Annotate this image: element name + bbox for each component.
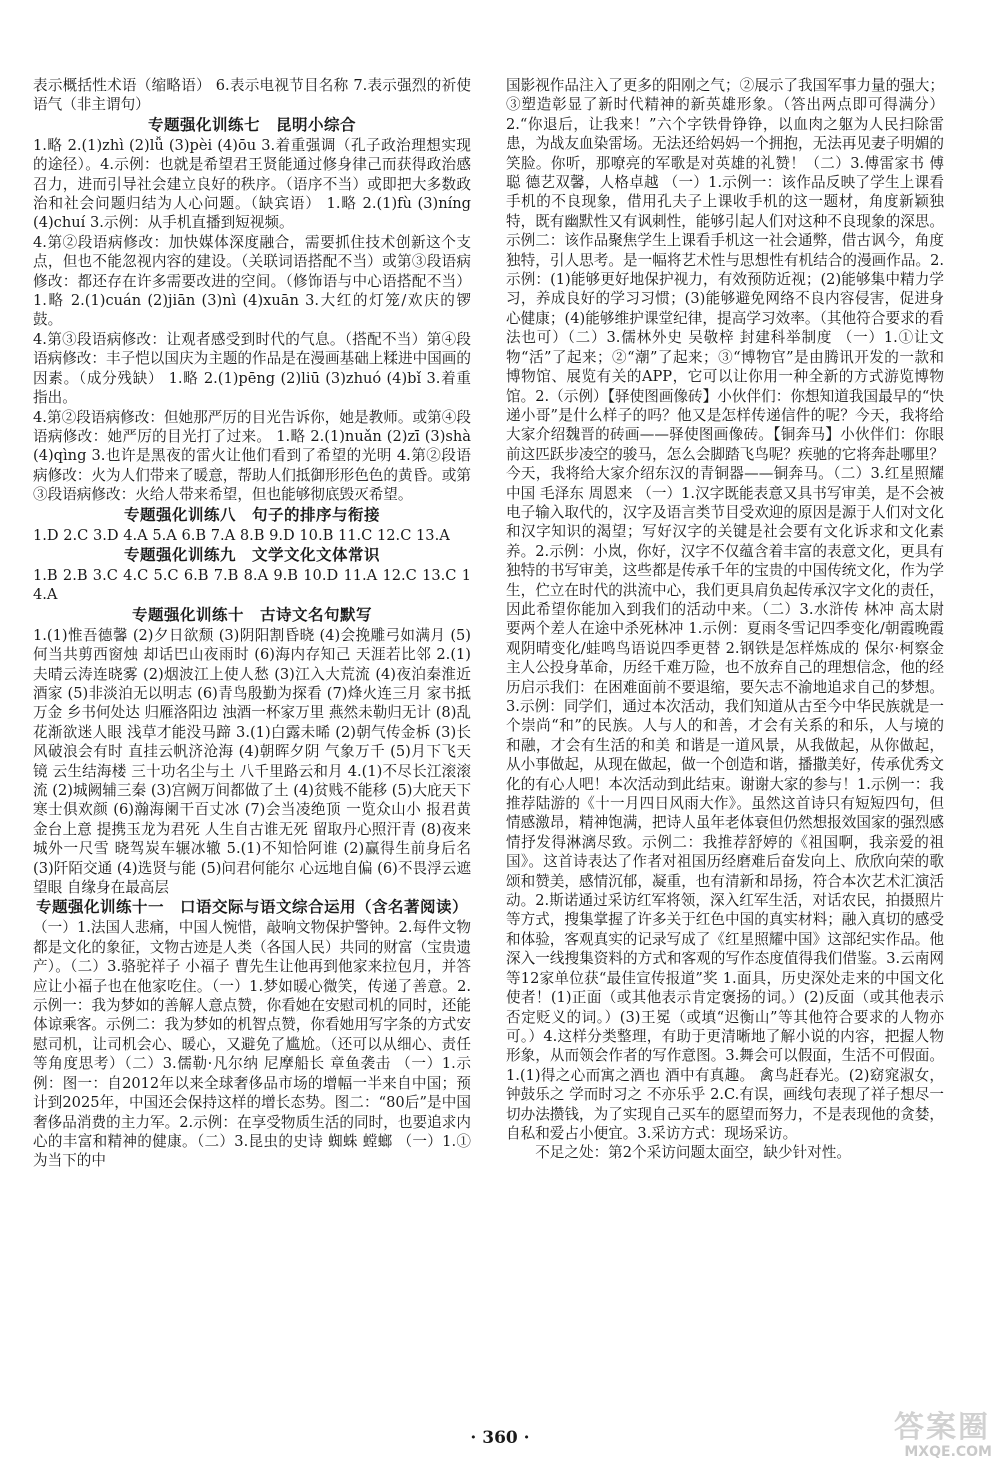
answer-paragraph: （一）1.法国人悲痛，中国人惋惜，敲响文物保护警钟。2.每件文物都是文化的象征，文物古迹是人类（各国人民）共同的财富（宝贵遗产）。（二）3.骆驼祥子 小福子 曹先生让他再到他家来拉包月，并答应让小福子也在他家吃住。（一）1.梦如暖心微笑，传递了善意。2.示例一：我为梦如的善解人意点赞，你看她在安慰司机的同时，还能体谅乘客。示例二：我为梦如的机智点赞，你看她用写字条的方式安慰司机，让司机会心、暖心，又避免了尴尬。（还可以从细心、责任等角度思考）（二）3.儒勒·凡尔纳 尼摩船长 章鱼袭击 （一）1.示例：图一：自2012年以来全球奢侈品市场的增幅一半来自中国；预计到2025年，中国还会保持这样的增长态势。图二：“80后”是中国奢侈品消费的主力军。2.示例：在享受物质生活的同时，也要追求内心的丰富和精神的健康。（二）3.昆虫的史诗 蜘蛛 螳螂 （一）1.①为当下的中 <box>33 919 471 1170</box>
section-heading: 专题强化训练十一 口语交际与语文综合运用（含名著阅读） <box>35 898 468 917</box>
answer-paragraph: 1.略 2.(1)zhì (2)lǚ (3)pèi (4)ōu 3.着重强调（孔子政治理想实现的途径）。4.示例：也就是希望君王贤能通过修身律己而获得政治感召力，进而引导社会建立良好的秩序。（语序不当）或即把大多数政治和社会问题归结为人心问题。（缺宾语） 1.略 2.(1)fù (3)níng (4)chuí 3.示例：从手机直播到短视频。 <box>33 136 471 232</box>
watermark-logo <box>854 1402 994 1460</box>
section-heading: 专题强化训练十 古诗文名句默写 <box>131 605 372 624</box>
answer-paragraph: 4.第③段语病修改：让观者感受到时代的气息。（搭配不当）第④段语病修改：丰子恺以国庆为主题的作品是在漫画基础上糅进中国画的因素。（成分残缺） 1.略 2.(1)pēng (2)liū (3)zhuó (4)bǐ 3.着重指出。 <box>33 330 471 407</box>
answer-paragraph: 1.D 2.C 3.D 4.A 5.A 6.B 7.A 8.B 9.D 10.B 11.C 12.C 13.A <box>33 526 450 544</box>
page-number: · 360 · <box>470 1428 530 1448</box>
answer-paragraph: 国影视作品注入了更多的阳刚之气；②展示了我国军事力量的强大；③塑造彰显了新时代精神的新英雄形象。（答出两点即可得满分）2.“你退后，让我来！”六个字铁骨铮铮，以血肉之躯为人民扫除雷患，为战友血染雷场。无法还给妈妈一个拥抱，无法再见妻子明媚的笑脸。你听，那嘹亮的军歌是对英雄的礼赞！（二）3.傅雷家书 傅聪 德艺双馨，人格卓越 （一）1.示例一：该作品反映了学生上课看手机的不良现象，借用孔夫子上课收手机的这一题材，角度新颖独特，既有幽默性又有讽刺性，能够引起人们对这种不良现象的深思。示例二：该作品聚焦学生上课看手机这一社会通弊，借古讽今，角度独特，引人思考。是一幅将艺术性与思想性有机结合的漫画作品。2.示例：(1)能够更好地保护视力，有效预防近视；(2)能够集中精力学习，养成良好的学习习惯；(3)能够避免网络不良内容侵害，促进身心健康；(4)能够维护课堂纪律，提高学习效率。（其他符合要求的看法也可）（二）3.儒林外史 吴敬梓 封建科举制度 （一）1.①让文物“活”了起来；②“潮”了起来；③“博物官”是由腾讯开发的一款和博物馆、展览有关的APP，它可以让你用一种全新的方式游览博物馆。2.（示例）【驿使图画像砖】小伙伴们：你想知道我国最早的“快递小哥”是什么样子的吗？他又是怎样传递信件的呢？今天，我将给大家介绍魏晋的砖画——驿使图画像砖。【铜奔马】小伙伴们：你眼前这匹跃步凌空的骏马，怎么会脚踏飞鸟呢？疾驰的它将奔赴哪里？今天，我将给大家介绍东汉的青铜器——铜奔马。（二）3.红星照耀中国 毛泽东 周恩来 （一）1.汉字既能表意又具书写审美，是不会被电子输入取代的，汉字及语言类节目受欢迎的原因是源于人们对文化和汉字知识的渴望；写好汉字的关键是社会要有文化诉求和文化素养。2.示例：小岚，你好，汉字不仅蕴含着丰富的表意文化，更具有独特的书写审美，这些都是传承千年的宝贵的中国传统文化，作为学生，伫立在时代的洪流中心，我们更具肩负起传承汉字文化的责任，因此希望你能加入到我们的活动中来。（二）3.水浒传 林冲 高太尉要两个差人在途中杀死林冲 1.示例：夏雨冬雪记四季变化/朝霞晚霞观阴晴变化/蛙鸣鸟语说四季更替 2.钢铁是怎样炼成的 保尔·柯察金 主人公投身革命，历经千难万险，也不放弃自己的理想信念，他的经历启示我们：在困难面前不要退缩，要矢志不渝地追求自己的梦想。3.示例：同学们，通过本次活动，我们知道从古至今中华民族就是一个崇尚“和”的民族。人与人的和善，才会有关系的和乐，人与境的和融，才会有生活的和美 和谐是一道风景，从我做起，从你做起，从小事做起，从现在做起，做一个创造和谐，播撒美好，传承优秀文化的有心人吧！本次活动到此结束。谢谢大家的参与！1.示例一：我推荐陆游的《十一月四日风雨大作》。虽然这首诗只有短短四句，但情感激昂，精神饱满，把诗人虽年老体衰但仍然想报效国家的强烈感情抒发得淋漓尽致。示例二：我推荐舒婷的《祖国啊，我亲爱的祖国》。这首诗表达了作者对祖国历经磨难后奋发向上、欣欣向荣的歌颂和赞美，感情沉郁，凝重，也有清新和昂扬，符合本次艺术汇演活动。2.斯诺通过采访红军将领，深入红军生活，对话农民，拍摄照片等方式，搜集掌握了许多关于红色中国的真实材料；融入真切的感受和体验，客观真实的记录写成了《红星照耀中国》这部纪实作品。他深入一线搜集资料的方式和客观的写作态度值得我们借鉴。3.云南网等12家单位获“最佳宣传报道”奖 1.面具，历史深处走来的中国文化使者！(1)正面（或其他表示肯定褒扬的词。）(2)反面（或其他表示否定贬义的词。）(3)王冕（或填“迟衡山”等其他符合要求的人物亦可。）4.这样分类整理，有助于更清晰地了解小说的内容，把握人物形象，从而领会作者的写作意图。3.舞会可以假面，生活不可假面。1.(1)得之心而寓之酒也 酒中有真趣。 禽鸟赶春光。(2)窈窕淑女，钟鼓乐之 学而时习之 不亦乐乎 2.C.有误，画线句表现了祥子想尽一切办法攒钱，为了实现自己买车的愿望而努力，不是表现他的贪婪，自私和爱占小便宜。3.采访方式：现场采访。 <box>506 77 944 1142</box>
answer-paragraph: 表示概括性术语（缩略语） 6.表示电视节目名称 7.表示强烈的祈使语气（非主谓句） <box>33 77 471 114</box>
section-heading: 专题强化训练八 句子的排序与衔接 <box>123 505 380 524</box>
answer-paragraph: 4.第②段语病修改：但她那严厉的目光告诉你，她是教师。或第④段语病修改：她严厉的目光打了过来。 1.略 2.(1)nuǎn (2)zī (3)shà (4)qìng 3.也许是黑夜的雷火让他们看到了希望的光明 4.第②段语病修改：火为人们带来了暖意，帮助人们抵御形形色色的黄昏。或第③段语病修改：火给人带来希望，但也能够彻底毁灭希望。 <box>33 408 471 504</box>
answer-paragraph: 1.(1)惟吾德馨 (2)夕日欲颓 (3)阴阳割昏晓 (4)会挽雕弓如满月 (5)何当共剪西窗烛 却话巴山夜雨时 (6)海内存知己 天涯若比邻 2.(1)夫晴云涛连晓雾 (2)烟波江上使人愁 (3)江入大荒流 (4)夜泊秦淮近酒家 (5)非淡泊无以明志 (6)青鸟殷勤为探看 (7)烽火连三月 家书抵万金 乡书何处达 归雁洛阳边 浊酒一杯家万里 燕然未勒归无计 (8)乱花渐欲迷人眼 浅草才能没马蹄 3.(1)白露未晞 (2)朝气传金柝 (3)长风破浪会有时 直挂云帆济沧海 (4)朝晖夕阴 气象万千 (5)月下飞天镜 云生结海楼 三十功名尘与土 八千里路云和月 4.(1)不尽长江滚滚流 (2)城阙辅三秦 (3)宫阙万间都做了土 (4)贫贱不能移 (5)大庇天下寒士俱欢颜 (6)瀚海阑干百丈冰 (7)会当凌绝顶 一览众山小 报君黄金台上意 提携玉龙为君死 人生自古谁无死 留取丹心照汗青 (8)夜来城外一尺雪 晓驾炭车辗冰辙 5.(1)不知恰阿谁 (2)赢得生前身后名 (3)阡陌交通 (4)选贤与能 (5)问君何能尔 心远地自偏 (6)不畏浮云遮望眼 自缘身在最高层 <box>33 626 471 897</box>
section-heading: 专题强化训练九 文学文化文体常识 <box>123 545 380 564</box>
answer-paragraph: 4.第②段语病修改：加快媒体深度融合，需要抓住技术创新这个支点，但也不能忽视内容的建设。（关联词语搭配不当）或第③段语病修改：都还存在许多需要改进的空间。（修饰语与中心语搭配不当） 1.略 2.(1)cuán (2)jiān (3)nì (4)xuān 3.大红的灯笼/欢庆的锣鼓。 <box>33 233 471 329</box>
section-heading: 专题强化训练七 昆明小综合 <box>147 115 356 134</box>
answer-paragraph: 1.B 2.B 3.C 4.C 5.C 6.B 7.B 8.A 9.B 10.D 11.A 12.C 13.C 14.A <box>33 566 471 604</box>
watermark-site: MXQE.COM <box>904 1444 992 1460</box>
watermark-logo-text: 答案圈 <box>894 1410 990 1445</box>
left-column <box>33 76 471 1171</box>
right-column <box>506 76 944 1163</box>
answer-paragraph: 不足之处：第2个采访问题太面空，缺少针对性。 <box>535 1144 851 1162</box>
